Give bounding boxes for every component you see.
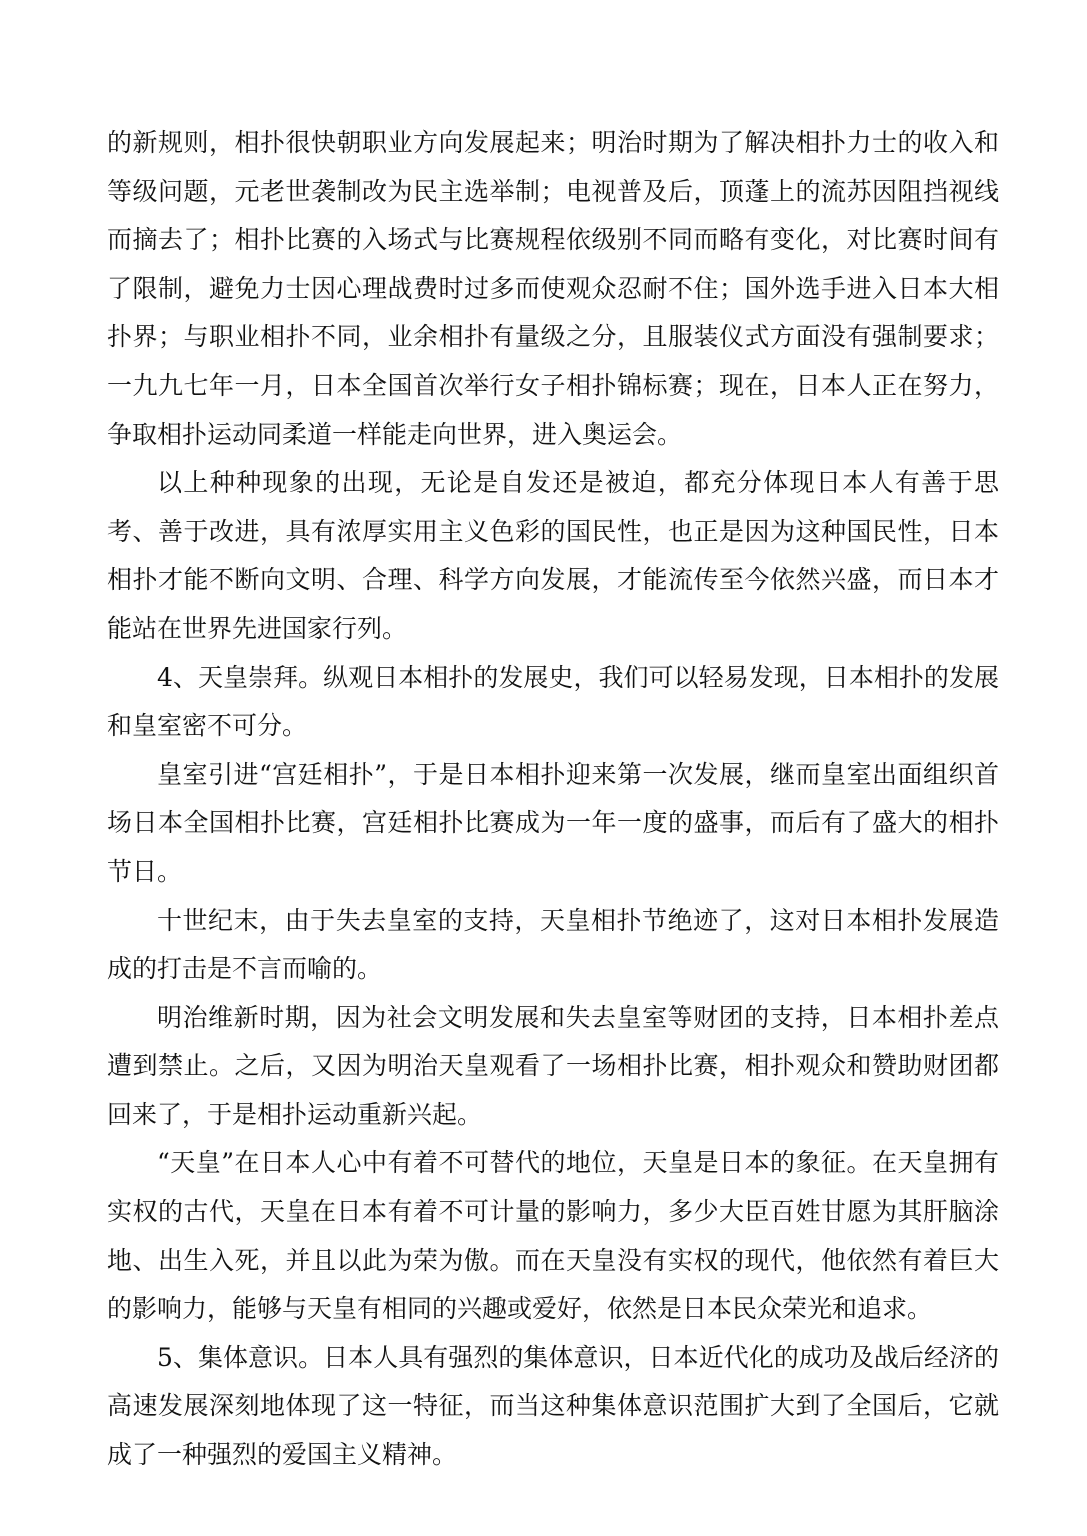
paragraph-3: 4、天皇崇拜。纵观日本相扑的发展史，我们可以轻易发现，日本相扑的发展和皇室密不可分。 xyxy=(107,662,999,741)
paragraph-8: 5、集体意识。日本人具有强烈的集体意识，日本近代化的成功及战后经济的高速发展深刻地体现了这一特征，而当这种集体意识范围扩大到了全国后，它就成了一种强烈的爱国主义精神。 xyxy=(107,1342,999,1470)
paragraph-7: “天皇”在日本人心中有着不可替代的地位，天皇是日本的象征。在天皇拥有实权的古代，天皇在日本有着不可计量的影响力，多少大臣百姓甘愿为其肝脑涂地、出生入死，并且以此为荣为傲。而在天皇没有实权的现代，他依然有着巨大的影响力，能够与天皇有相同的兴趣或爱好，依然是日本民众荣光和追求。 xyxy=(107,1148,999,1324)
paragraph-6: 明治维新时期，因为社会文明发展和失去皇室等财团的支持，日本相扑差点遭到禁止。之后，又因为明治天皇观看了一场相扑比赛，相扑观众和赞助财团都回来了，于是相扑运动重新兴起。 xyxy=(107,1002,999,1129)
document-page xyxy=(107,119,999,1480)
paragraph-2: 以上种种现象的出现，无论是自发还是被迫，都充分体现日本人有善于思考、善于改进，具有浓厚实用主义色彩的国民性，也正是因为这种国民性，日本相扑才能不断向文明、合理、科学方向发展，才能流传至今依然兴盛，而日本才能站在世界先进国家行列。 xyxy=(107,468,999,643)
paragraph-4: 皇室引进“宫廷相扑”，于是日本相扑迎来第一次发展，继而皇室出面组织首场日本全国相扑比赛，宫廷相扑比赛成为一年一度的盛事，而后有了盛大的相扑节日。 xyxy=(107,759,999,886)
paragraph-1: 的新规则，相扑很快朝职业方向发展起来；明治时期为了解决相扑力士的收入和等级问题，元老世袭制改为民主选举制；电视普及后，顶蓬上的流苏因阻挡视线而摘去了；相扑比赛的入场式与比赛规程依级别不同而略有变化，对比赛时间有了限制，避免力士因心理战费时过多而使观众忍耐不住；国外选手进入日本大相扑界；与职业相扑不同，业余相扑有量级之分，且服装仪式方面没有强制要求；一九九七年一月，日本全国首次举行女子相扑锦标赛；现在，日本人正在努力，争取相扑运动同柔道一样能走向世界，进入奥运会。 xyxy=(107,128,999,449)
paragraph-5: 十世纪末，由于失去皇室的支持，天皇相扑节绝迹了，这对日本相扑发展造成的打击是不言而喻的。 xyxy=(107,905,999,984)
